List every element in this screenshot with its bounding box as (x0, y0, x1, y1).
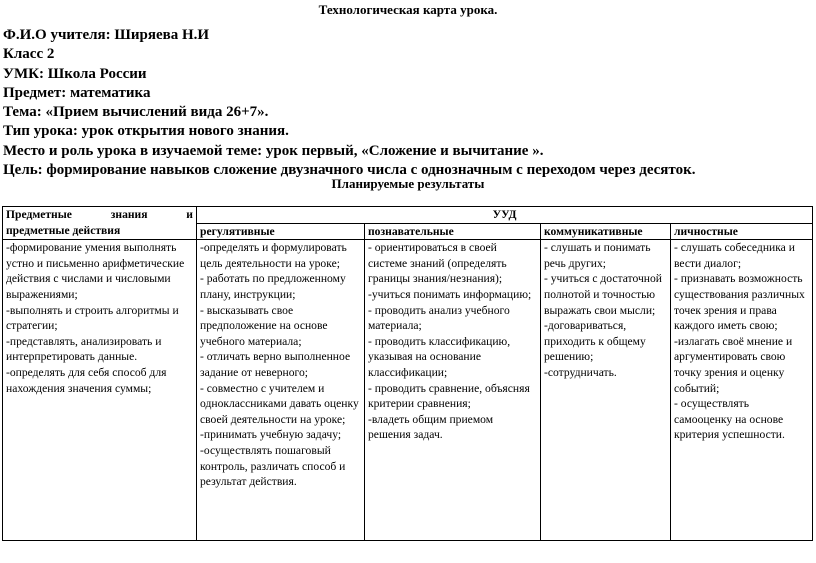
list-item: - учиться с достаточной полнотой и точностью выражать свои мысли; (544, 272, 662, 317)
place-line: Место и роль урока в изучаемой теме: урок первый, «Сложение и вычитание ». (3, 142, 544, 159)
results-subtitle: Планируемые результаты (331, 176, 485, 191)
list-item: - проводить сравнение, объясняя критерии сравнения; (368, 381, 530, 411)
list-item: -формирование умения выполнять устно и письменно арифметические действия с числами и числовыми выражениями; (6, 241, 185, 301)
header-word: Предметные (6, 208, 72, 221)
list-item: - совместно с учителем и одноклассниками давать оценку своей деятельности на уроке; (200, 381, 359, 426)
header-word: и (186, 208, 193, 221)
umk-line: УМК: Школа России (3, 65, 147, 82)
list-item: -излагать своё мнение и аргументировать свою точку зрения и оценку событий; (674, 334, 793, 395)
list-item: - слушать и понимать речь других; (544, 241, 651, 270)
list-item: - признавать возможность существования различных точек зрения и права каждого иметь свою; (674, 272, 805, 333)
goal-line: Цель: формирование навыков сложение двузначного числа с однозначным с переходом через десяток. (3, 162, 696, 179)
lesson-type-line: Тип урока: урок открытия нового знания. (3, 123, 289, 140)
list-item: - проводить анализ учебного материала; (368, 303, 510, 333)
personal-header: личностные (671, 223, 813, 240)
list-item: - ориентироваться в своей системе знаний (определять границы знания/незнания); (368, 241, 507, 286)
communicative-header: коммуникативные (541, 223, 671, 240)
list-item: -принимать учебную задачу; (200, 428, 342, 442)
subject-knowledge-cell (3, 240, 197, 541)
list-item: -определять для себя способ для нахождения значения суммы; (6, 365, 167, 395)
header-line2: предметные действия (6, 223, 121, 237)
lesson-meta (3, 26, 696, 180)
results-table (2, 206, 813, 541)
list-item: - работать по предложенному плану, инструкции; (200, 272, 346, 301)
personal-cell (671, 240, 813, 541)
list-item: - осуществлять самооценку на основе критерия успешности. (674, 397, 785, 442)
regulative-header: регулятивные (197, 223, 365, 240)
list-item: -выполнять и строить алгоритмы и стратегии; (6, 303, 179, 333)
uud-header: УУД (197, 207, 813, 224)
subject-knowledge-header (3, 207, 197, 240)
communicative-cell (541, 240, 671, 541)
list-item: -сотрудничать. (544, 365, 617, 379)
list-item: -определять и формулировать цель деятельности на уроке; (200, 241, 347, 270)
list-item: - высказывать свое предположение на основе учебного материала; (200, 303, 328, 348)
topic-line: Тема: «Прием вычислений вида 26+7». (3, 104, 269, 121)
regulative-cell (197, 240, 365, 541)
cognitive-cell (365, 240, 541, 541)
list-item: -владеть общим приемом решения задач. (368, 412, 494, 442)
cognitive-header: познавательные (365, 223, 541, 240)
list-item: - слушать собеседника и вести диалог; (674, 241, 795, 270)
list-item: - отличать верно выполненное задание от неверного; (200, 350, 351, 379)
list-item: -осуществлять пошаговый контроль, различать способ и результат действия. (200, 443, 346, 489)
page-title: Технологическая карта урока. (318, 2, 498, 17)
header-word: знания (110, 208, 148, 221)
class-line: Класс 2 (3, 46, 55, 63)
list-item: - проводить классификацию, указывая на основание классификации; (368, 334, 511, 379)
list-item: -представлять, анализировать и интерпретировать данные. (6, 334, 162, 364)
subject-line: Предмет: математика (3, 84, 151, 101)
list-item: -учиться понимать информацию; (368, 287, 532, 301)
teacher-line: Ф.И.О учителя: Ширяева Н.И (3, 27, 210, 43)
list-item: -договариваться, приходить к общему решению; (544, 319, 646, 364)
